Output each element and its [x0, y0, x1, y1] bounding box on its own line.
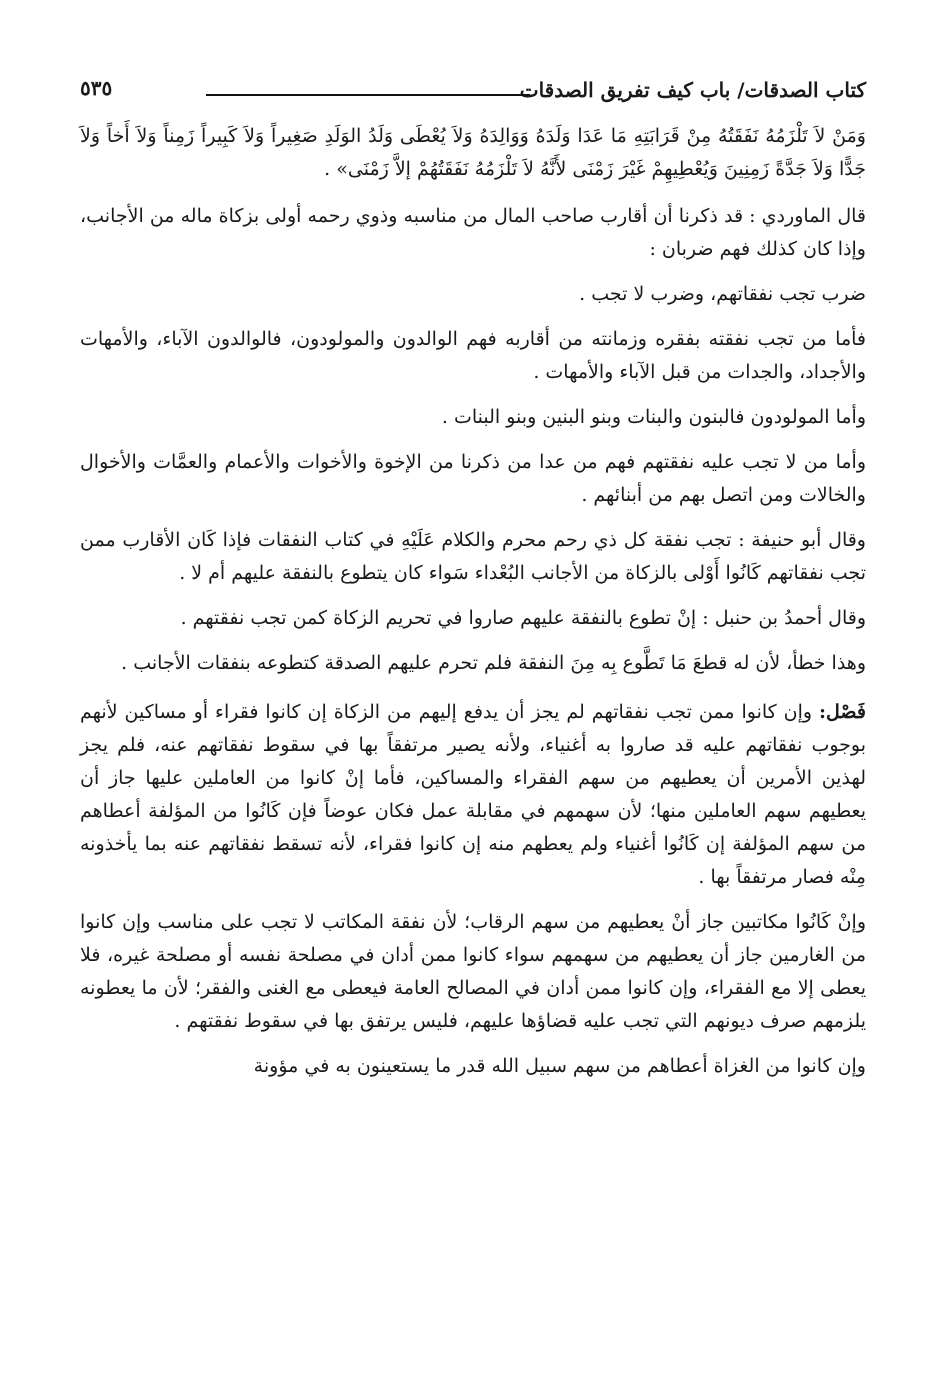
paragraph: قال الماوردي : قد ذكرنا أن أقارب صاحب المال من مناسبه وذوي رحمه أولى بزكاة ماله من الأجانب، وإذا كان كذلك فهم ضربان :: [80, 205, 866, 260]
hadith-text: وَمَنْ لاَ تَلْزَمُهُ نَفَقَتُهُ مِنْ قَرَابَتِهِ مَا عَدَا وَلَدَهُ وَوَالِدَهُ وَلاَ يُعْطَى وَلَدُ الوَلَدِ صَغِيراً وَلاَ كَبِيراً زَمِناً وَلاَ أَخاً وَلاَ جَدًّا وَلاَ جَدَّةً زَمِنِينَ وَيُعْطِيهِمْ غَيْرَ زَمْنَى لأَنَّهُ لاَ تَلْزَمُهُ نَفَقَتُهُمْ إلاَّ زَمْنَى» .: [80, 125, 866, 180]
paragraph: ضرب تجب نفقاتهم، وضرب لا تجب .: [579, 283, 866, 305]
paragraph: وإن كانوا من الغزاة أعطاهم من سهم سبيل الله قدر ما يستعينون به في مؤونة: [253, 1055, 866, 1077]
paragraph: وقال أبو حنيفة : تجب نفقة كل ذي رحم محرم والكلام عَلَيْهِ في كتاب النفقات فإذا كَان الأقارب ممن تجب نفقاتهم كَانُوا أَوْلى بالزكاة من الأجانب البُعْداء سَواء كان يتطوع بالنفقة عليهم أم لا .: [80, 529, 866, 584]
paragraph: وقال أحمدُ بن حنبل : إنْ تطوع بالنفقة عليهم صاروا في تحريم الزكاة كمن تجب نفقتهم .: [180, 607, 866, 629]
page-body: [80, 120, 866, 1083]
paragraph: وهذا خطأ، لأن له قطعَ مَا تَطَّوع بِه مِنَ النفقة فلم تحرم عليهم الصدقة كتطوعه بنفقات الأجانب .: [121, 652, 866, 674]
header-rule: [206, 94, 530, 96]
running-header: [80, 70, 866, 110]
paragraph: وأما المولودون فالبنون والبنات وبنو البنين وبنو البنات .: [441, 406, 866, 428]
page-number: ٥٣٥: [80, 76, 113, 100]
paragraph: وإنْ كَانُوا مكاتبين جاز أنْ يعطيهم من سهم الرقاب؛ لأن نفقة المكاتب لا تجب على مناسب وإن كانوا من الغارمين جاز أن يعطيهم من سهمهم سواء كانوا ممن أدان في مصلحة نفسه أو مصلحة غيره، فلا يعطى إلا مع الفقراء، وإن كانوا ممن أدان في المصالح العامة فيعطى مع الغنى والفقر؛ لأن ما يعطونه يلزمهم صرف ديونهم التي تجب عليه قضاؤها عليهم، فليس يرتفق بها في سقوط نفقتهم .: [80, 911, 866, 1032]
section-paragraph: [80, 696, 866, 894]
section-text: وإن كانوا ممن تجب نفقاتهم لم يجز أن يدفع إليهم من الزكاة إن كانوا فقراء أو مساكين لأنهم بوجوب نفقاتهم عليه قد صاروا به أغنياء، ولأنه يصير مرتفقاً بها في سقوط نفقاتهم عنه، فلم يجز لهذين الأمرين أن يعطيهم من سهم الفقراء والمساكين، فأما إنْ كانوا من العاملين عليها جاز أن يعطيهم سهم العاملين منها؛ لأن سهمهم في مقابلة عمل فكان عوضاً فإن كَانُوا من المؤلفة أعطاهم من سهم المؤلفة إن كَانُوا أغنياء ولم يعطهم منه إن كانوا فقراء، لأنه تسقط نفقاتهم عنه بما يأخذونه مِنْه فصار مرتفقاً بها .: [80, 701, 866, 888]
section-lead: فَصْل:: [819, 701, 866, 723]
paragraph: فأما من تجب نفقته بفقره وزمانته من أقاربه فهم الوالدون والمولودون، فالوالدون الآباء، والأمهات والأجداد، والجدات من قبل الآباء والأمهات .: [80, 328, 866, 383]
paragraph: وأما من لا تجب عليه نفقتهم فهم من عدا من ذكرنا من الإخوة والأخوات والأعمام والعمَّات والأخوال والخالات ومن اتصل بهم من أبنائهم .: [80, 451, 866, 506]
chapter-title: كتاب الصدقات/ باب كيف تفريق الصدقات: [519, 78, 866, 102]
